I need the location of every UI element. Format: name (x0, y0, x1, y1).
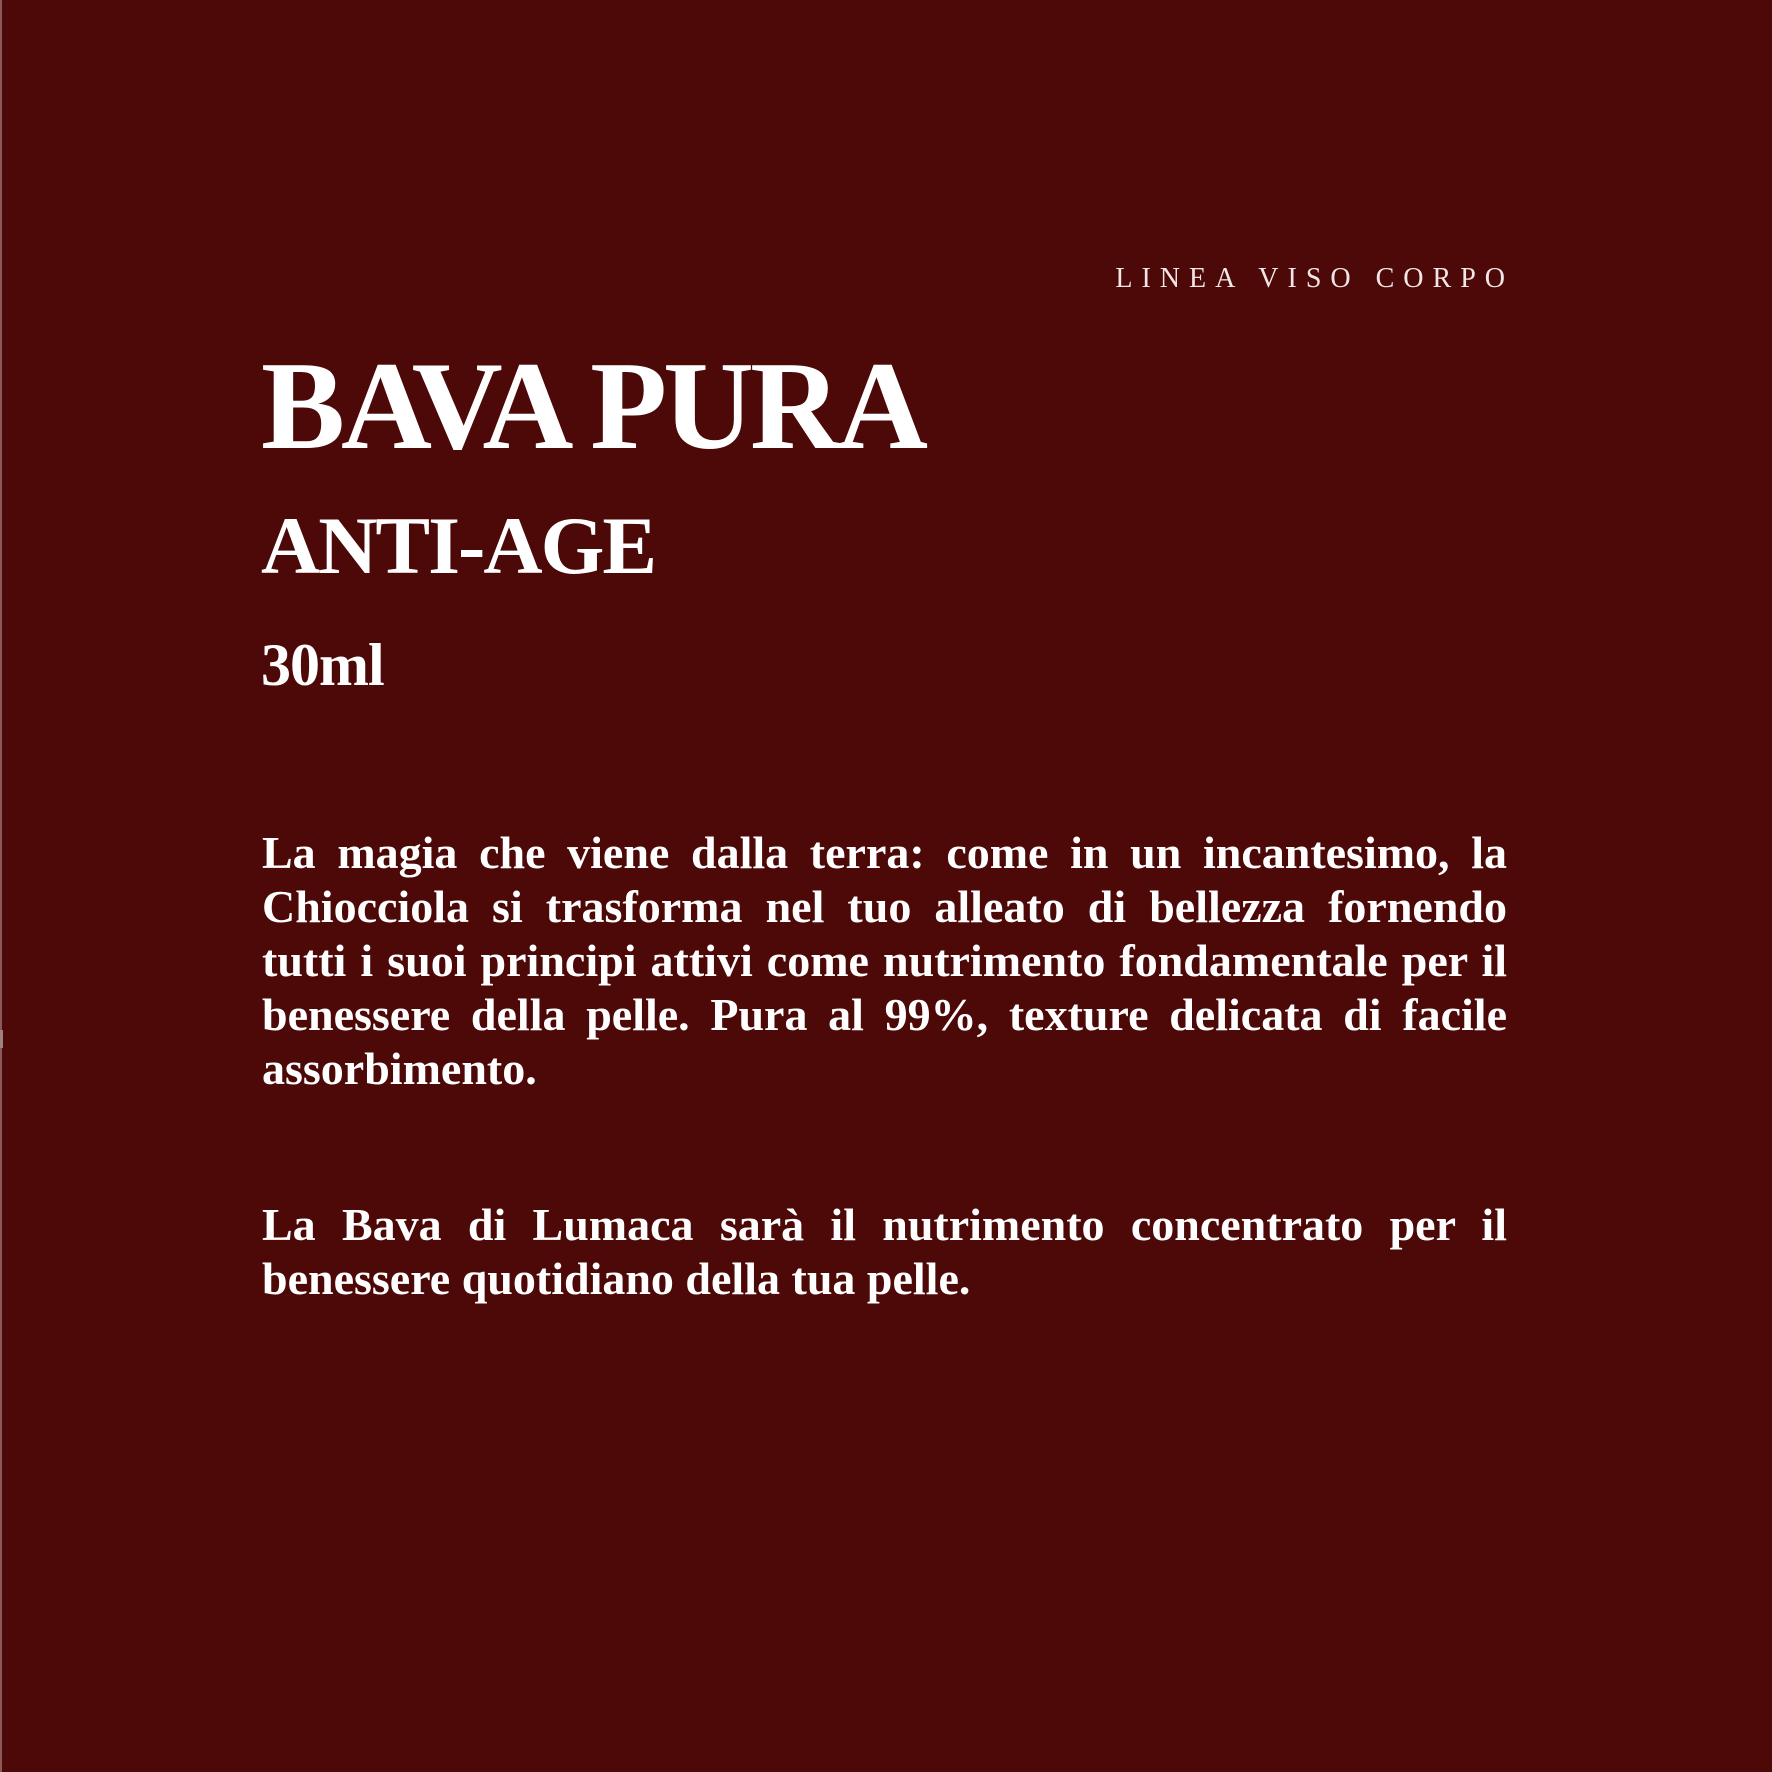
product-subtitle: ANTI-AGE (261, 500, 656, 591)
left-edge-strip (0, 0, 2, 1772)
left-edge-mark (0, 1030, 3, 1048)
product-line-label: LINEA VISO CORPO (1115, 263, 1514, 294)
description-paragraph-1: La magia che viene dalla terra: come in un incantesimo, la Chiocciola si trasforma nel tuo alleato di bellezza fornendo tutti i suoi principi attivi come nutrimento fondamentale per il benessere della pelle. Pura al 99%, texture delicata di facile assorbimento. (262, 827, 1507, 1094)
product-title: BAVA PURA (261, 337, 925, 476)
description-paragraph-2: La Bava di Lumaca sarà il nutrimento concentrato per il benessere quotidiano della tua pelle. (262, 1199, 1507, 1304)
product-volume: 30ml (261, 632, 384, 698)
